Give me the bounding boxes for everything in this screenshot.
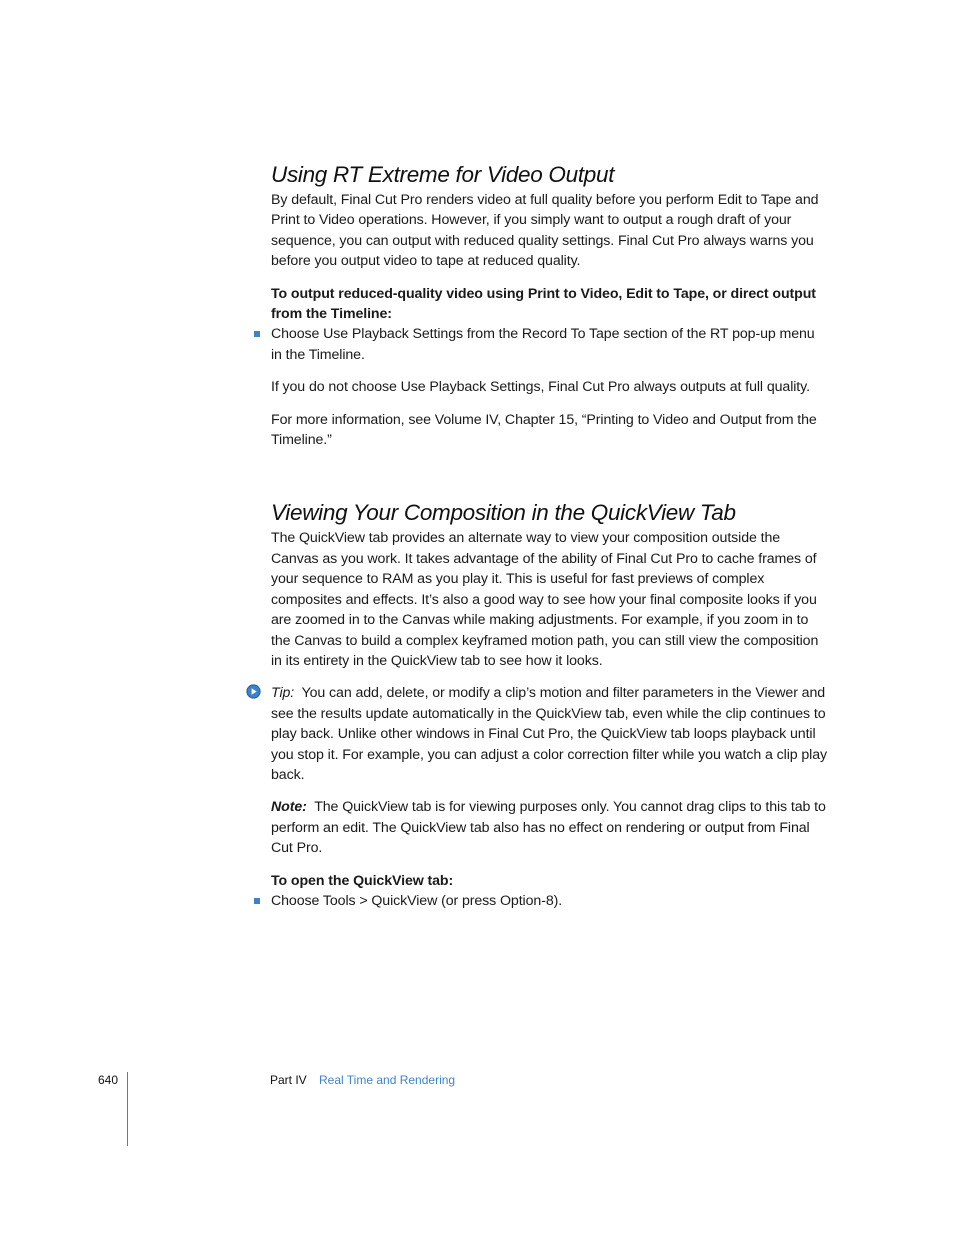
page-number: 640 bbox=[98, 1073, 119, 1087]
section2-intro: The QuickView tab provides an alternate way to view your composition outside the Canvas as you work. It takes advantage of the ability of Final Cut Pro to cache frames of your sequence to RAM as you play it. This is useful for fast previews of complex composites and effects. It’s also a good way to see how your final composite looks if you are zoomed in to the Canvas while making adjustments. For example, if you zoom in to the Canvas to build a complex keyframed motion path, you can still view the composition in its entirety in the QuickView tab to see how it looks. bbox=[271, 530, 819, 669]
page-content bbox=[271, 160, 827, 911]
section1-intro: By default, Final Cut Pro renders video at full quality before you perform Edit to Tape and Print to Video operations. However, if you simply want to output a rough draft of your sequence, you can output with reduced quality settings. Final Cut Pro always warns you before you output video to tape at reduced quality. bbox=[271, 192, 819, 270]
footer-part-label: Part IV bbox=[270, 1073, 307, 1087]
section2-step bbox=[271, 891, 827, 911]
bullet-icon bbox=[254, 898, 260, 904]
note-label: Note: bbox=[271, 799, 307, 816]
footer-divider bbox=[127, 1072, 128, 1146]
tip-arrow-icon bbox=[246, 684, 261, 699]
section-heading-rt-extreme: Using RT Extreme for Video Output bbox=[271, 162, 615, 187]
section1-task-heading: To output reduced-quality video using Print to Video, Edit to Tape, or direct output from the Timeline: bbox=[271, 285, 816, 323]
tip-text: You can add, delete, or modify a clip’s motion and filter parameters in the Viewer and see the results update automatically in the QuickView tab, even while the clip continues to play back. Unlike other windows in Final Cut Pro, the QuickView tab loops playback until you stop it. For example, you can adjust a color correction filter while you watch a clip play back. bbox=[271, 685, 828, 783]
section1-step-text: Choose Use Playback Settings from the Record To Tape section of the RT pop-up menu in the Timeline. bbox=[271, 326, 815, 363]
bullet-icon bbox=[254, 331, 260, 337]
section1-note2: For more information, see Volume IV, Chapter 15, “Printing to Video and Output from the Timeline.” bbox=[271, 411, 817, 449]
section1-step bbox=[271, 324, 827, 365]
section2-step-text: Choose Tools > QuickView (or press Option-8). bbox=[271, 892, 563, 909]
tip-label: Tip: bbox=[271, 685, 295, 702]
section1-note1: If you do not choose Use Playback Settings, Final Cut Pro always outputs at full quality. bbox=[271, 379, 810, 396]
section-heading-quickview: Viewing Your Composition in the QuickView Tab bbox=[271, 500, 736, 526]
note-text: The QuickView tab is for viewing purposes only. You cannot drag clips to this tab to perform an edit. The QuickView tab also has no effect on rendering or output from Final Cut Pro. bbox=[271, 799, 826, 857]
tip-block bbox=[271, 683, 827, 785]
footer-chapter-link[interactable]: Real Time and Rendering bbox=[319, 1073, 456, 1087]
section2-task-heading: To open the QuickView tab: bbox=[271, 872, 454, 889]
